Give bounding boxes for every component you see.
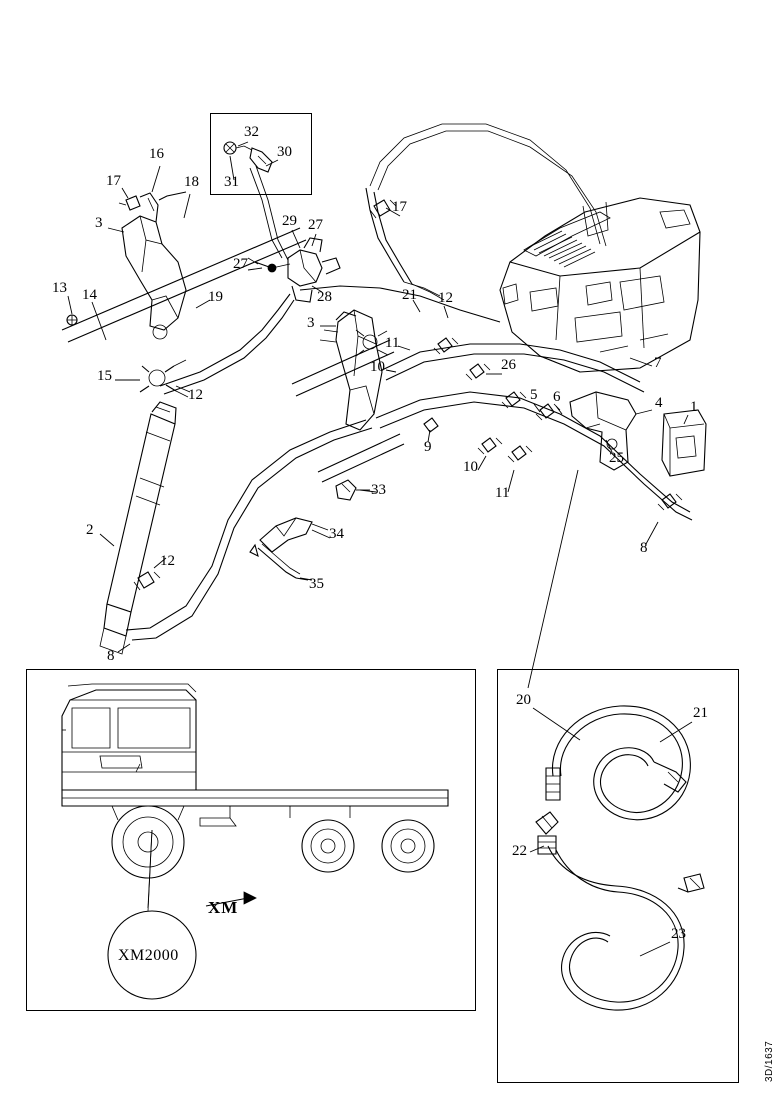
document-code: 3D/1637 [764,1040,775,1082]
callout-3a: 3 [95,215,103,231]
callout-32: 32 [244,124,259,140]
callout-11b: 11 [495,485,510,501]
hose-21 [546,706,690,820]
hose-23 [536,812,704,1010]
callout-17a: 17 [106,173,121,189]
callout-18: 18 [184,174,199,190]
callout-8b: 8 [640,540,648,556]
callout-13: 13 [52,280,67,296]
callout-12c: 12 [438,290,453,306]
callout-20: 20 [516,692,531,708]
callout-23: 23 [671,926,686,942]
callout-31: 31 [224,174,239,190]
callout-17b: 17 [392,199,407,215]
callout-25: 25 [609,450,624,466]
callout-9: 9 [424,439,432,455]
callout-10b: 10 [463,459,478,475]
callout-6: 6 [553,389,561,405]
callout-21a: 21 [402,287,417,303]
callout-21b: 21 [693,705,708,721]
callout-35: 35 [309,576,324,592]
callout-27a: 27 [233,256,248,272]
callout-14: 14 [82,287,97,303]
callout-1: 1 [690,399,698,415]
callout-22: 22 [512,843,527,859]
callout-5: 5 [530,387,538,403]
callout-12a: 12 [188,387,203,403]
callout-11a: 11 [385,335,400,351]
xm-circle-label: XM2000 [118,947,179,964]
callout-26: 26 [501,357,516,373]
callout-27b: 27 [308,217,323,233]
callout-10a: 10 [370,359,385,375]
callout-33: 33 [371,482,386,498]
callout-28: 28 [317,289,332,305]
callout-3b: 3 [307,315,315,331]
callout-7: 7 [654,355,662,371]
callout-19: 19 [208,289,223,305]
callout-4: 4 [655,395,663,411]
callout-8a: 8 [107,648,115,664]
callout-29: 29 [282,213,297,229]
callout-16: 16 [149,146,164,162]
callout-15: 15 [97,368,112,384]
callout-12b: 12 [160,553,175,569]
callout-34: 34 [329,526,344,542]
xm-arrow-label: XM [208,898,239,917]
callout-2: 2 [86,522,94,538]
callout-30: 30 [277,144,292,160]
